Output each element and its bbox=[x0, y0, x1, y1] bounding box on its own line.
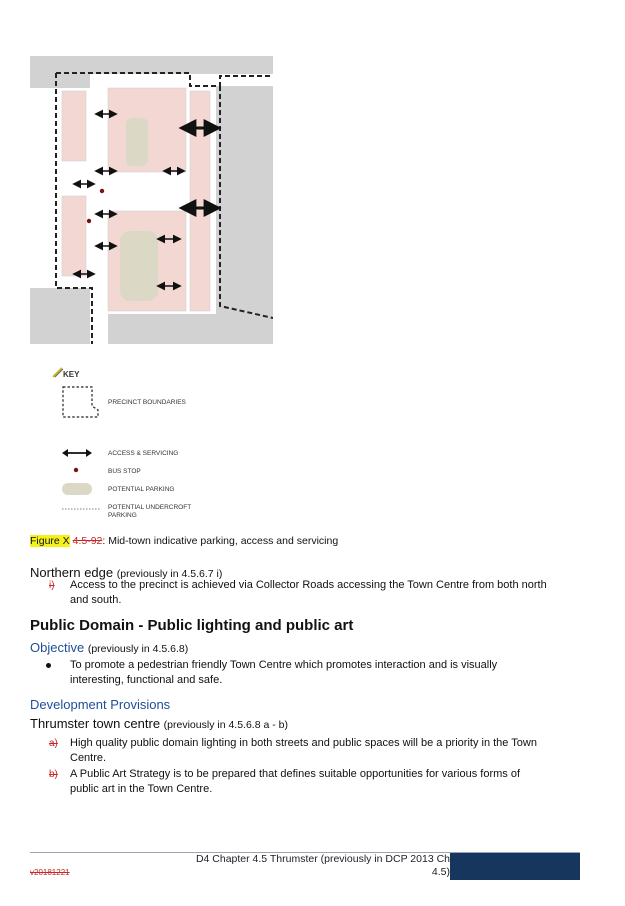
key-label-access: ACCESS & SERVICING bbox=[108, 450, 179, 457]
list-marker: a) bbox=[49, 738, 58, 749]
grey-area-bottom-left bbox=[30, 288, 90, 344]
cross-street bbox=[108, 176, 188, 186]
northern-edge-ref: (previously in 4.5.6.7 i) bbox=[116, 568, 223, 580]
grey-area-left-top bbox=[30, 74, 90, 88]
thrumster-heading: Thrumster town centre (previously in 4.5.6.8 a - b) bbox=[30, 716, 288, 731]
thrumster-item: A Public Art Strategy is to be prepared that defines suitable opportunities for various forms of public art in the Town Centre. bbox=[70, 768, 521, 795]
precinct-boundary-symbol bbox=[62, 386, 100, 418]
bus-stop-symbol bbox=[72, 466, 80, 474]
block bbox=[62, 196, 86, 276]
objective-heading: Objective (previously in 4.5.6.8) bbox=[30, 640, 189, 655]
northern-edge-heading: Northern edge (previously in 4.5.6.7 i) bbox=[30, 565, 223, 580]
figure-caption-text: : Mid-town indicative parking, access and servicing bbox=[102, 535, 339, 547]
figure-label: Figure X bbox=[30, 535, 70, 547]
bullet-icon bbox=[46, 663, 51, 668]
bus-stop bbox=[100, 189, 104, 193]
block bbox=[190, 91, 210, 311]
undercroft-parking-symbol bbox=[62, 507, 100, 511]
key-label-bus-stop: BUS STOP bbox=[108, 468, 141, 475]
access-arrow-symbol bbox=[62, 448, 92, 458]
potential-parking-symbol bbox=[62, 483, 92, 495]
grey-area-right bbox=[216, 86, 273, 344]
grey-area-bottom bbox=[108, 314, 216, 344]
thrumster-ref: (previously in 4.5.6.8 a - b) bbox=[163, 719, 288, 731]
list-marker: b) bbox=[49, 769, 58, 780]
key-title: KEY bbox=[63, 370, 80, 379]
version-stamp: v20181221 bbox=[30, 868, 70, 877]
grey-area-top bbox=[30, 56, 273, 74]
footer-page-box bbox=[450, 853, 580, 880]
figure-old-number: 4.5-92 bbox=[72, 535, 103, 547]
development-provisions-heading: Development Provisions bbox=[30, 697, 171, 712]
footer-chapter-title: D4 Chapter 4.5 Thrumster (previously in DCP 2013 Ch 4.5) bbox=[195, 853, 450, 878]
figure-caption bbox=[30, 535, 338, 547]
block bbox=[62, 91, 86, 161]
list-marker: i) bbox=[49, 580, 55, 591]
site-plan-map bbox=[30, 56, 273, 344]
northern-edge-item: Access to the precinct is achieved via Collector Roads accessing the Town Centre from both north and south. bbox=[70, 579, 547, 606]
potential-parking bbox=[120, 231, 158, 301]
objective-item: To promote a pedestrian friendly Town Centre which promotes interaction and is visually interesting, functional and safe. bbox=[70, 659, 498, 686]
potential-parking bbox=[126, 118, 148, 166]
key-label-precinct: PRECINCT BOUNDARIES bbox=[108, 399, 186, 406]
thrumster-item: High quality public domain lighting in both streets and public spaces will be a priority in the Town Centre. bbox=[70, 737, 537, 764]
objective-ref: (previously in 4.5.6.8) bbox=[87, 643, 189, 655]
key-label-parking: POTENTIAL PARKING bbox=[108, 486, 175, 493]
bus-stop bbox=[87, 219, 91, 223]
public-domain-heading: Public Domain - Public lighting and public art bbox=[30, 617, 354, 634]
key-label-undercroft: POTENTIAL UNDERCROFT PARKING bbox=[108, 504, 192, 519]
